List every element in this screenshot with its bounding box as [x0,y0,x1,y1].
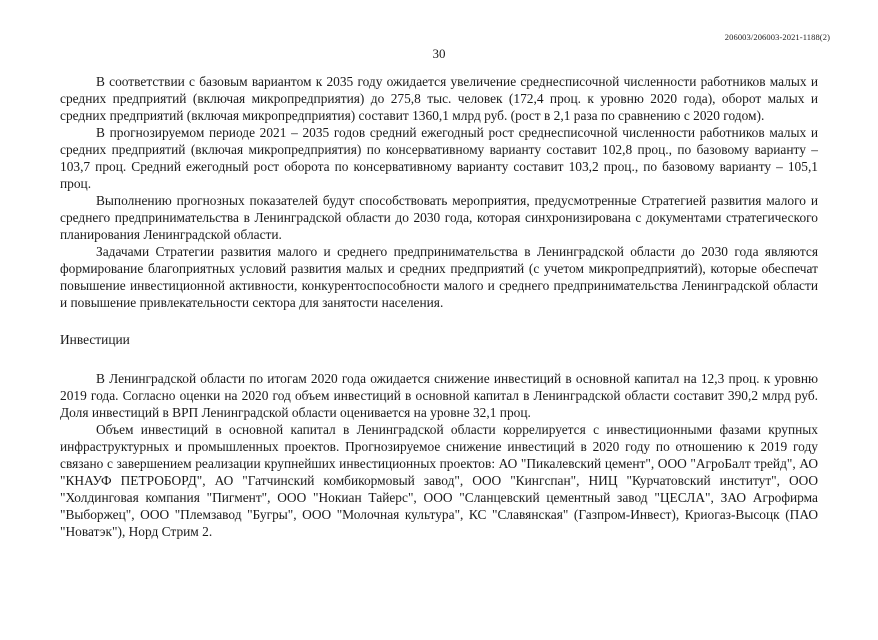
paragraph-strategy-measures: Выполнению прогнозных показателей будут способствовать мероприятия, предусмотренные Стратегией развития малого и среднего предпринимательства в Ленинградской области до 2030 года, которая синхронизирована с документами стратегического планирования Ленинградской области. [60,193,818,242]
paragraph-investments-2020: В Ленинградской области по итогам 2020 года ожидается снижение инвестиций в основной капитал на 12,3 проц. к уровню 2019 года. Согласно оценки на 2020 год объем инвестиций в основной капитал в Ленинградской области составит 390,2 млрд руб. Доля инвестиций в ВРП Ленинградской области оценивается на уровне 32,1 проц. [60,371,818,420]
paragraph-investment-projects: Объем инвестиций в основной капитал в Ленинградской области коррелируется с инвестиционными фазами крупных инфраструктурных и промышленных проектов. Прогнозируемое снижение инвестиций в 2020 году по отношению к 2019 году связано с завершением реализации крупнейших инвестиционных проектов: АО "Пикалевский цемент", ООО "АгроБалт трейд", АО "КНАУФ ПЕТРОБОРД", АО "Гатчинский комбикормовый завод", ООО "Кингспан", НИЦ "Курчатовский институт", ООО "Холдинговая компания "Пигмент", ООО "Нокиан Тайерс", ООО "Сланцевский цементный завод "ЦЕСЛА", ЗАО Агрофирма "Выборжец", ООО "Племзавод "Бугры", ООО "Молочная культура", КС "Славянская" (Газпром-Инвест), Криогаз-Высоцк (ПАО "Новатэк"), Норд Стрим 2. [60,422,818,539]
page-number: 30 [432,46,446,61]
paragraph-sme-forecast-2035: В соответствии с базовым вариантом к 2035 году ожидается увеличение среднесписочной численности работников малых и средних предприятий (включая микропредприятия) до 275,8 тыс. человек (172,4 проц. к уровню 2020 года), оборот малых и средних предприятий (включая микропредприятия) составит 1360,1 млрд руб. (рост в 2,1 раза по сравнению с 2020 годом). [60,74,818,123]
document-id: 206003/206003-2021-1188(2) [724,32,830,42]
paragraph-strategy-goals: Задачами Стратегии развития малого и среднего предпринимательства в Ленинградской области до 2030 года являются формирование благоприятных условий развития малых и средних предприятий (с учетом микропредприятий), которые обеспечат повышение инвестиционной активности, конкурентоспособности малого и среднего предпринимательства Ленинградской области и повышение привлекательности сектора для занятости населения. [60,244,818,310]
document-body [60,73,818,540]
section-heading-investments: Инвестиции [60,332,130,347]
paragraph-sme-growth-2021-2035: В прогнозируемом периоде 2021 – 2035 годов средний ежегодный рост среднесписочной численности работников малых и средних предприятий (включая микропредприятия) по консервативному варианту составит 102,8 проц., по базовому варианту – 103,7 проц. Средний ежегодный рост оборота по консервативному варианту составит 103,2 проц., по базовому варианту – 105,1 проц. [60,125,818,191]
